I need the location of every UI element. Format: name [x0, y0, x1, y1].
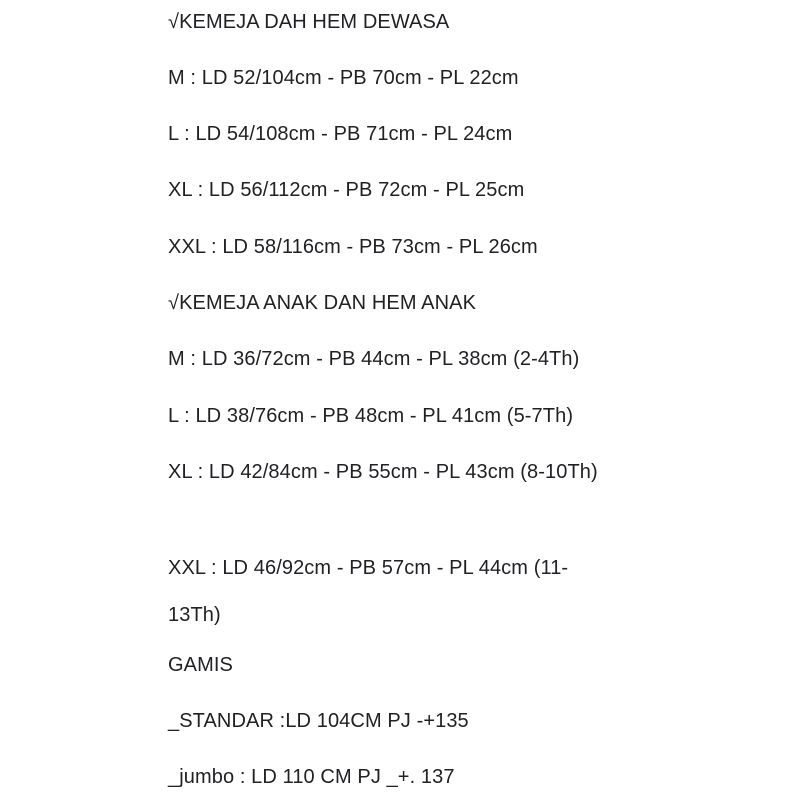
gamis-size-standard: _STANDAR :LD 104CM PJ -+135 [168, 710, 469, 732]
adult-size-m: M : LD 52/104cm - PB 70cm - PL 22cm [168, 67, 519, 89]
adult-shirt-heading: √KEMEJA DAH HEM DEWASA [168, 11, 450, 33]
adult-size-xl: XL : LD 56/112cm - PB 72cm - PL 25cm [168, 179, 525, 201]
kids-size-xl: XL : LD 42/84cm - PB 55cm - PL 43cm (8-10Th) [168, 461, 598, 483]
gamis-size-jumbo: _jumbo : LD 110 CM PJ _+. 137 [168, 766, 455, 788]
kids-size-m: M : LD 36/72cm - PB 44cm - PL 38cm (2-4Th) [168, 348, 580, 370]
kids-size-l: L : LD 38/76cm - PB 48cm - PL 41cm (5-7Th) [168, 405, 574, 427]
gamis-heading: GAMIS [168, 654, 233, 676]
adult-size-l: L : LD 54/108cm - PB 71cm - PL 24cm [168, 123, 513, 145]
kids-shirt-heading: √KEMEJA ANAK DAN HEM ANAK [168, 292, 477, 314]
kids-size-xxl: XXL : LD 46/92cm - PB 57cm - PL 44cm (11-13Th) [168, 557, 569, 626]
adult-size-xxl: XXL : LD 58/116cm - PB 73cm - PL 26cm [168, 236, 538, 258]
